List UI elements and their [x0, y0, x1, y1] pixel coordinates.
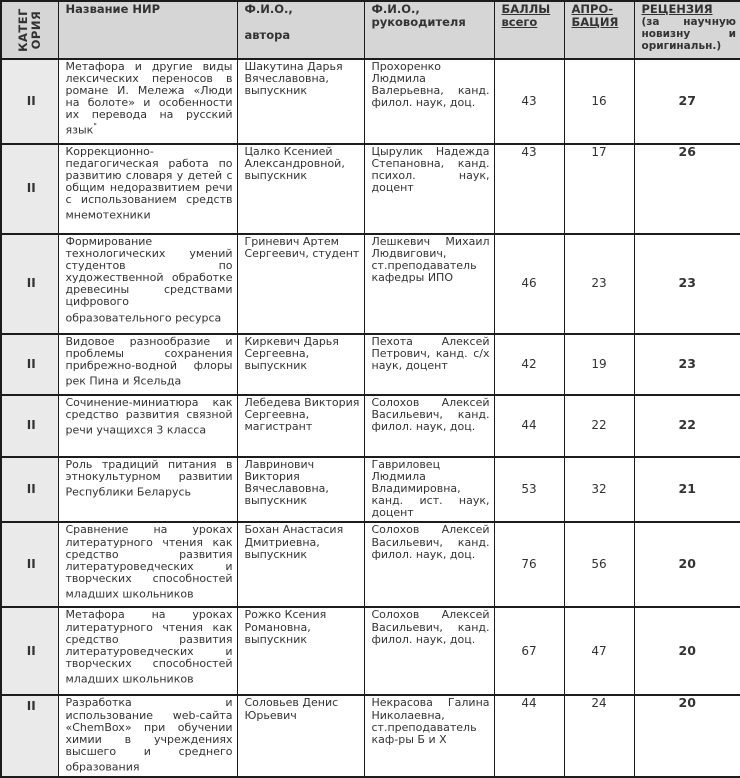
review-cell: 20 [634, 695, 740, 776]
author-cell: Бохан Анастасия Дмитриевна, выпускник [237, 522, 364, 607]
supervisor-cell: Лешкевич Михаил Людвигович, ст.преподаватель кафедры ИПО [364, 234, 494, 334]
header-category-rotated-label: КАТЕГ ОРИЯ [15, 8, 43, 52]
table-header [1, 1, 740, 59]
approbation-cell: 16 [564, 59, 634, 144]
title-cell: Сравнение на уроках литературного чтения как средство развития литературоведческих и творческих способностей младших школьников [58, 522, 237, 607]
author-cell: Шакутина Дарья Вячеславовна, выпускник [237, 59, 364, 144]
title-cell: Коррекционно-педагогическая работа по развитию словаря у детей с общим недоразвитием речи с использованием средств мнемотехники [58, 144, 237, 234]
author-cell: Лебедева Виктория Сергеевна, магистрант [237, 395, 364, 457]
category-cell: II [1, 522, 58, 607]
review-cell: 21 [634, 457, 740, 522]
review-cell: 23 [634, 234, 740, 334]
review-cell: 27 [634, 59, 740, 144]
table-row [1, 395, 740, 457]
author-cell: Гриневич Артем Сергеевич, студент [237, 234, 364, 334]
header-review: РЕЦЕНЗИЯ (за научную новизну и оригинальн.) [634, 1, 740, 59]
category-cell: II [1, 395, 58, 457]
score-cell: 46 [494, 234, 564, 334]
approbation-cell: 19 [564, 334, 634, 395]
approbation-cell: 22 [564, 395, 634, 457]
approbation-cell: 47 [564, 607, 634, 695]
category-cell: II [1, 144, 58, 234]
title-cell: Метафора и другие виды лексических переносов в романе И. Мележа «Люди на болоте» и особенности их перевода на русский язык" [58, 59, 237, 144]
title-cell: Сочинение-миниатюра как средство развития связной речи учащихся 3 класса [58, 395, 237, 457]
header-author: Ф.И.О., автора [237, 1, 364, 59]
review-cell: 20 [634, 522, 740, 607]
table-row [1, 144, 740, 234]
supervisor-cell: Цырулик Надежда Степановна, канд. психол. наук, доцент [364, 144, 494, 234]
approbation-cell: 56 [564, 522, 634, 607]
author-cell: Лавринович Виктория Вячеславовна, выпускник [237, 457, 364, 522]
supervisor-cell: Гавриловец Людмила Владимировна, канд. ист. наук, доцент [364, 457, 494, 522]
score-cell: 53 [494, 457, 564, 522]
title-cell: Разработка и использование web-сайта «ChemBox» при обучении химии в учреждениях высшего и среднего образования [58, 695, 237, 776]
review-cell: 26 [634, 144, 740, 234]
score-cell: 42 [494, 334, 564, 395]
category-cell: II [1, 59, 58, 144]
title-footnote-mark: " [93, 122, 97, 132]
score-cell: 44 [494, 395, 564, 457]
supervisor-cell: Солохов Алексей Васильевич, канд. филол. наук, доц. [364, 395, 494, 457]
category-cell: II [1, 334, 58, 395]
supervisor-cell: Пехота Алексей Петрович, канд. с/х наук, доцент [364, 334, 494, 395]
author-cell: Соловьев Денис Юрьевич [237, 695, 364, 776]
table-row [1, 234, 740, 334]
table-row [1, 607, 740, 695]
score-cell: 44 [494, 695, 564, 776]
title-cell: Метафора на уроках литературного чтения как средство развития литературоведческих и творческих способностей младших школьников [58, 607, 237, 695]
table-row [1, 695, 740, 776]
title-cell: Формирование технологических умений студентов по художественной обработке древесины средствами цифрового образовательного ресурса [58, 234, 237, 334]
score-cell: 43 [494, 144, 564, 234]
review-cell: 23 [634, 334, 740, 395]
supervisor-cell: Солохов Алексей Васильевич, канд. филол. наук, доц. [364, 522, 494, 607]
author-cell: Рожко Ксения Романовна, выпускник [237, 607, 364, 695]
table-row [1, 522, 740, 607]
table-row [1, 59, 740, 144]
review-cell: 20 [634, 607, 740, 695]
supervisor-cell: Прохоренко Людмила Валерьевна, канд. филол. наук, доц. [364, 59, 494, 144]
author-cell: Киркевич Дарья Сергеевна, выпускник [237, 334, 364, 395]
supervisor-cell: Некрасова Галина Николаевна, ст.преподаватель каф-ры Б и Х [364, 695, 494, 776]
supervisor-cell: Солохов Алексей Васильевич, канд. филол. наук, доц. [364, 607, 494, 695]
approbation-cell: 24 [564, 695, 634, 776]
header-title: Название НИР [58, 1, 237, 59]
category-cell: II [1, 695, 58, 776]
table-row [1, 457, 740, 522]
score-cell: 76 [494, 522, 564, 607]
score-cell: 67 [494, 607, 564, 695]
header-supervisor: Ф.И.О., руководителя [364, 1, 494, 59]
title-cell: Видовое разнообразие и проблемы сохранения прибрежно-водной флоры рек Пина и Ясельда [58, 334, 237, 395]
approbation-cell: 32 [564, 457, 634, 522]
score-cell: 43 [494, 59, 564, 144]
approbation-cell: 17 [564, 144, 634, 234]
header-approbation: АПРО- БАЦИЯ [564, 1, 634, 59]
review-cell: 22 [634, 395, 740, 457]
approbation-cell: 23 [564, 234, 634, 334]
title-cell: Роль традиций питания в этнокультурном развитии Республики Беларусь [58, 457, 237, 522]
category-cell: II [1, 607, 58, 695]
category-cell: II [1, 234, 58, 334]
category-cell: II [1, 457, 58, 522]
author-cell: Цалко Ксенией Александровной, выпускник [237, 144, 364, 234]
header-category [1, 1, 58, 59]
table-row [1, 334, 740, 395]
header-score: БАЛЛЫ всего [494, 1, 564, 59]
table-body [1, 59, 740, 777]
